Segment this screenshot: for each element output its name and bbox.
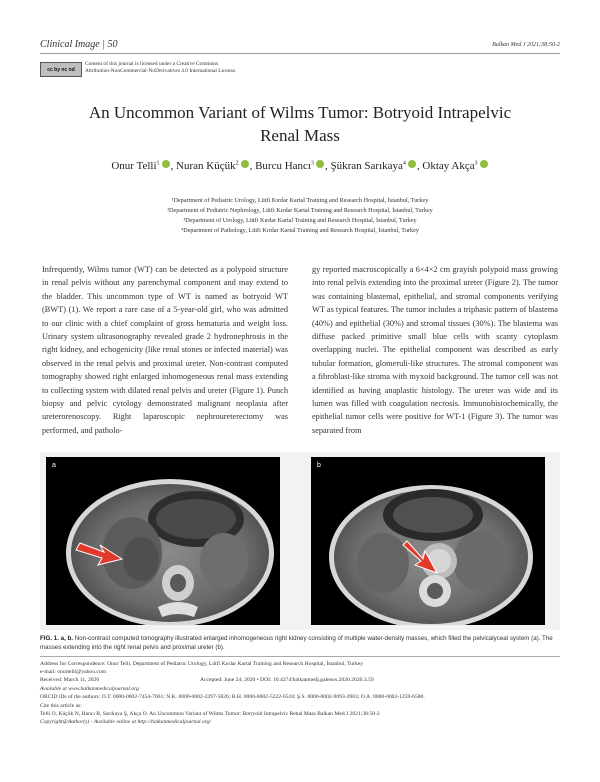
orcid-icon[interactable] [408, 160, 416, 168]
orcid-icon[interactable] [241, 160, 249, 168]
ct-image-b [311, 457, 545, 625]
affiliation: ⁴Department of Pathology, Lütfi Kırdar Kartal Training and Research Hospital, İstanbul, Turkey [181, 227, 419, 234]
available-at: Available at www.balkanmedicaljournal.org [40, 686, 139, 692]
email[interactable]: e-mail: onurtelli@yahoo.com [40, 669, 107, 675]
orcid-icon[interactable] [480, 160, 488, 168]
panel-label-b: b [317, 462, 321, 469]
author-name: Nuran Küçük [176, 160, 236, 172]
ct-image-a [46, 457, 280, 625]
footer-divider [40, 656, 560, 657]
author-name: Burcu Hancı [255, 160, 311, 172]
creative-commons-badge-icon: cc by nc nd [40, 62, 82, 77]
author-name: Şükran Sarıkaya [330, 160, 403, 172]
accepted-doi: Accepted: June 24, 2020 • DOI: 10.4274/balkanmedj.galenos.2020.2020.3.59 [200, 677, 374, 683]
figure-caption: FIG. 1. a, b. Non-contrast computed tomography illustrated enlarged inhomogeneous right kidney consisting of multiple water-density masses, which filled the pelvicalyceal system (a). The masses extending into the right renal pelvis and proximal ureter (b). [40, 635, 553, 652]
header-divider [40, 53, 560, 54]
copyright: Copyright@Author(s) - Available online at http://balkanmedicaljournal.org/ [40, 719, 212, 725]
affiliation: ³Department of Urology, Lütfi Kırdar Kartal Training and Research Hospital, İstanbul, Turkey [183, 217, 417, 224]
affiliation: ²Department of Pediatric Nephrology, Lütfi Kırdar Kartal Training and Research Hospital, İstanbul, Turkey [167, 207, 433, 214]
journal-citation: Balkan Med J 2021;38:50-2 [492, 42, 560, 48]
cite-label: Cite this article as: [40, 703, 82, 709]
author-name: Oktay Akça [422, 160, 475, 172]
cite-text: Telli O, Küçük N, Hancı B, Sarıkaya Ş, Akça O. An Uncommon Variant of Wilms Tumor: Botryoid Intrapelvic Renal Mass Balkan Med J 2021;38:50-2 [40, 711, 380, 717]
body-column-right: gy reported macroscopically a 6×4×2 cm grayish polypoid mass growing into renal pelvis extending into the proximal ureter (Figure 2). The tumor was containing blastemal, epithelial, and stromal components verifying WT as typical features. The tumor includes a triphasic pattern of blastema (40%) and epithelial (30%) and stromal tissues (30%). The blastema was diffuse packed primitive small blue cells with scanty cytoplasm overlapping nuclei. The epithelial component was described as early tubular formation, glomeruli-like structures. The stromal component was a fibroblast-like stroma with myxoid background. The tumor cell was not identified as having anaplastic histology. The ureter was wide and its lumen was filled with coagulation necrosis. Immunohistochemically, the epithelial tumor cells were positive for WT-1 (Figure 3). The tumor was separated from [312, 265, 558, 435]
author-name: Onur Telli [111, 160, 157, 172]
affiliations [90, 196, 510, 236]
author-list: Onur Telli$^1$ , Nuran Küçük$^2$ , Burcu Hancı$^3$ , Şükran Sarıkaya$^4$ , Oktay Akça$^3$ [60, 160, 540, 172]
journal-section: Clinical Image | 50 [40, 39, 118, 50]
body-column-left: Infrequently, Wilms tumor (WT) can be detected as a polypoid structure in renal pelvis without any parenchymal component and may extend to the bladder. This uncommon type of WT is named as botryoid WT (BWT) (1). We report a rare case of a 5-year-old girl, who was admitted to our clinic with a chief complaint of gross hematuria and weight loss. Urinary system ultrasonography revealed grade 2 hydronephrosis in the right kidney, and echogenicity (like renal stones or infected material) was observed in the renal pelvis and proximal ureter. Non-contrast computed tomography showed right enlarged inhomogeneous renal mass extending to collecting system with dilated renal pelvis and ureter (Figure 1). Punch biopsy and pelvic cytology demonstrated malignant neoplasia after ureterorenoscopy. Right laparoscopic nephroureterectomy was performed, and patholo- [42, 265, 288, 435]
affiliation: ¹Department of Pediatric Urology, Lütfi Kırdar Kartal Training and Research Hospital, İstanbul, Turkey [171, 197, 429, 204]
panel-label-a: a [52, 462, 56, 469]
orcid-ids: ORCID iDs of the authors: O.T. 0000-0002-7454-7661; N.K. 0000-0002-2397-5826; B.H. 0000-0002-5222-6518; Ş.S. 0000-0002-9093-3903; O.A. 0000-0002-1259-6580. [40, 694, 425, 700]
orcid-icon[interactable] [162, 160, 170, 168]
page-number: 50 [107, 39, 118, 50]
correspondence: Address for Correspondence: Onur Telli, Department of Pediatric Urology, Lütfi Kırdar Kartal Training and Research Hospital, İstanbul, Turkey [40, 661, 364, 667]
article-title: An Uncommon Variant of Wilms Tumor: Botryoid Intrapelvic Renal Mass [88, 103, 512, 145]
license-text: Content of this journal is licensed under a Creative Commons Attribution-NonCommercial-NoDerivatives 4.0 International License. [85, 61, 237, 74]
received-date: Received: March 11, 2020 [40, 677, 100, 683]
orcid-icon[interactable] [316, 160, 324, 168]
